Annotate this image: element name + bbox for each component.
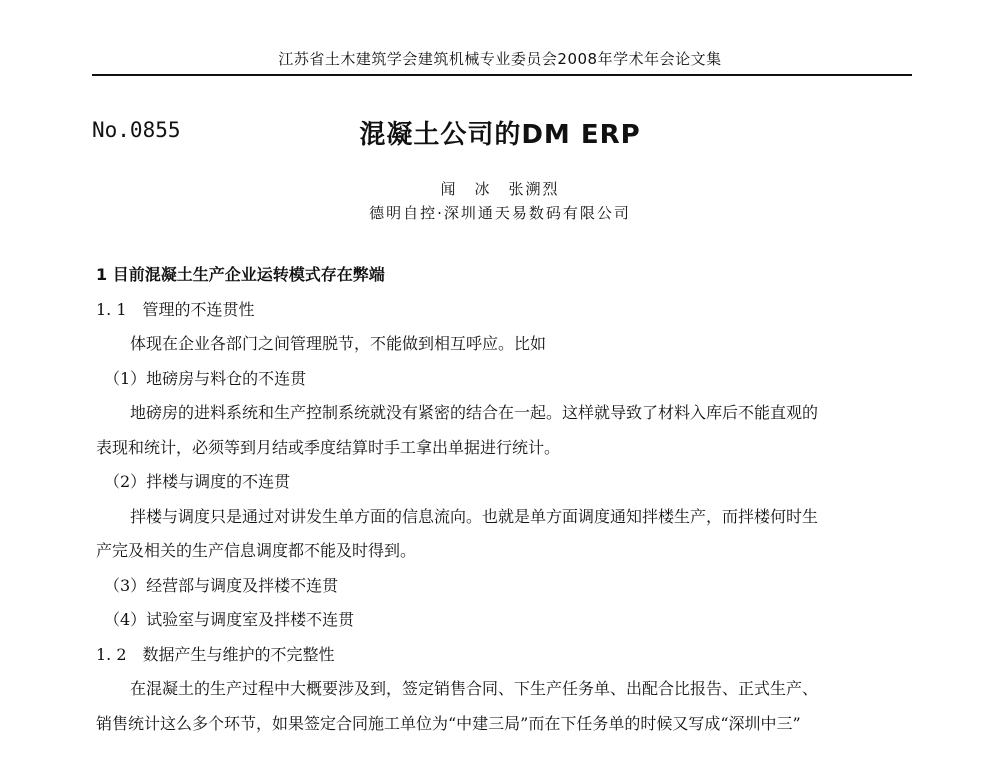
paragraph-line: 销售统计这么多个环节，如果签定合同施工单位为“中建三局”而在下任务单的时候又写成“深圳中三” (96, 713, 801, 733)
paragraph-line: 产完及相关的生产信息调度都不能及时得到。 (96, 541, 417, 560)
subsection-heading: 1. 1 管理的不连贯性 (96, 299, 255, 319)
list-item-heading: （3）经营部与调度及拌楼不连贯 (104, 575, 339, 595)
section-heading: 1 目前混凝土生产企业运转模式存在弊端 (96, 265, 385, 284)
paragraph-line: 拌楼与调度只是通过对讲发生单方面的信息流向。也就是单方面调度通知拌楼生产，而拌楼何时生 (130, 506, 819, 526)
paper-title: 混凝土公司的DM ERP (359, 120, 641, 150)
list-item-heading: （4）试验室与调度室及拌楼不连贯 (104, 610, 355, 629)
header-rule (92, 74, 912, 76)
paper-number: No.0855 (92, 118, 181, 142)
running-header: 江苏省土木建筑学会建筑机械专业委员会2008年学术年会论文集 (278, 50, 722, 68)
paragraph-line: 地磅房的进料系统和生产控制系统就没有紧密的结合在一起。这样就导致了材料入库后不能直观的 (130, 403, 819, 422)
body-text (96, 258, 916, 741)
paragraph-line: 在混凝土的生产过程中大概要涉及到，签定销售合同、下生产任务单、出配合比报告、正式生产、 (130, 679, 819, 698)
list-item-heading: （2）拌楼与调度的不连贯 (104, 472, 291, 491)
affiliation: 德明自控·深圳通天易数码有限公司 (369, 204, 631, 222)
subsection-heading: 1. 2 数据产生与维护的不完整性 (96, 644, 335, 664)
paragraph-line: 体现在企业各部门之间管理脱节，不能做到相互呼应。比如 (130, 334, 547, 353)
authors: 闻 冰 张溯烈 (440, 180, 560, 198)
list-item-heading: （1）地磅房与料仓的不连贯 (104, 368, 307, 388)
paragraph-line: 表现和统计，必须等到月结或季度结算时手工拿出单据进行统计。 (96, 437, 561, 457)
